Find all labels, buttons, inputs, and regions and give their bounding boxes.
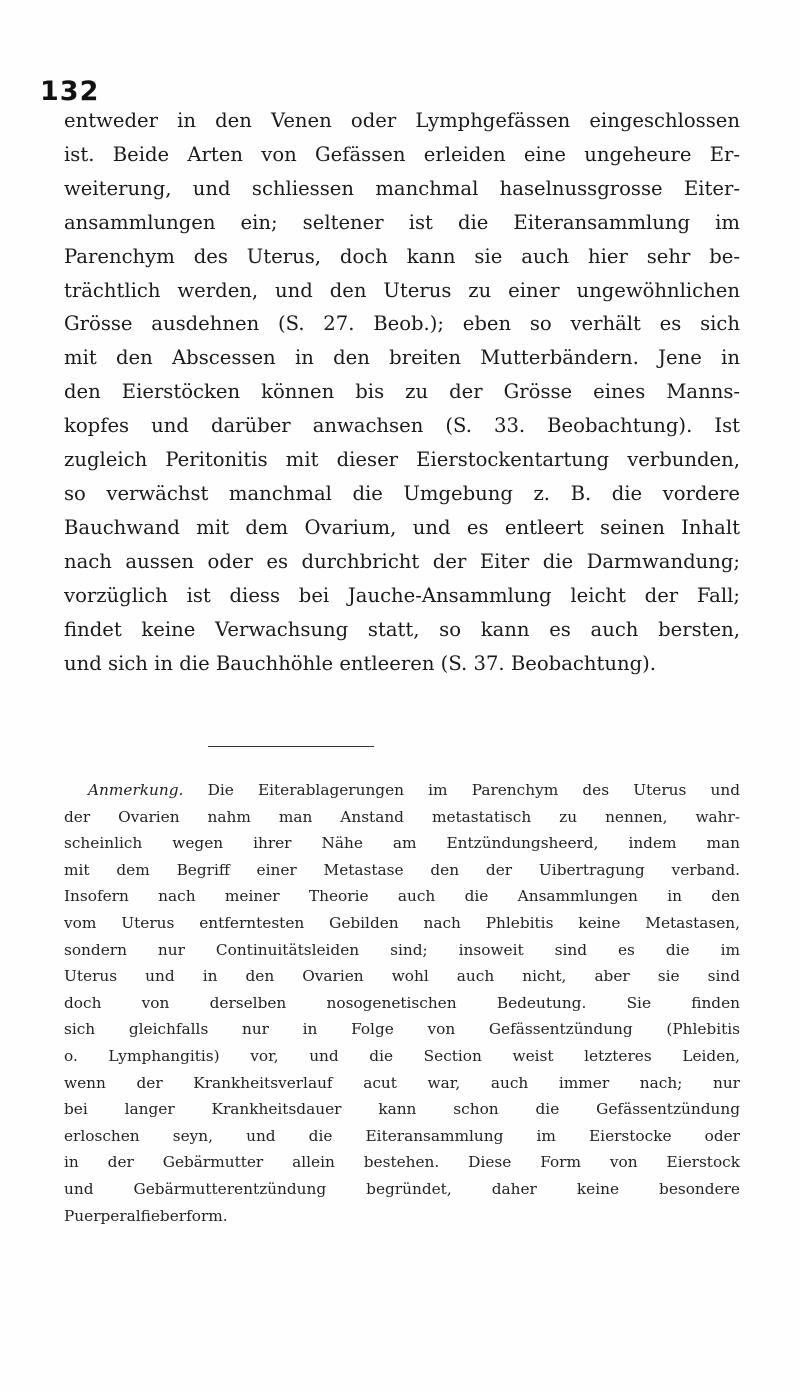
body-line: kopfes und darüber anwachsen (S. 33. Beobachtung). Ist	[64, 414, 740, 438]
body-text	[64, 104, 740, 680]
body-line: Grösse ausdehnen (S. 27. Beob.); eben so verhält es sich	[64, 312, 740, 336]
body-line: mit den Abscessen in den breiten Mutterbändern. Jene in	[64, 346, 740, 370]
body-line: so verwächst manchmal die Umgebung z. B. die vordere	[64, 481, 740, 505]
footnote-line: Insofern nach meiner Theorie auch die Ansammlungen in den	[64, 887, 740, 906]
body-line: ist. Beide Arten von Gefässen erleiden eine ungeheure Er-	[64, 142, 740, 166]
body-line: trächtlich werden, und den Uterus zu einer ungewöhnlichen	[64, 278, 740, 302]
page-number: 132	[40, 76, 100, 107]
footnote-line: sondern nur Continuitätsleiden sind; insoweit sind es die im	[64, 940, 740, 959]
footnote-line: in der Gebärmutter allein bestehen. Diese Form von Eierstock	[64, 1153, 740, 1172]
footnote-line: Uterus und in den Ovarien wohl auch nicht, aber sie sind	[64, 967, 740, 986]
body-line: vorzüglich ist diess bei Jauche-Ansammlung leicht der Fall;	[64, 583, 740, 607]
body-line: nach aussen oder es durchbricht der Eiter die Darmwandung;	[64, 549, 740, 573]
footnote-line: sich gleichfalls nur in Folge von Gefässentzündung (Phlebitis	[64, 1020, 740, 1039]
footnote	[64, 777, 740, 1229]
footnote-line: wenn der Krankheitsverlauf acut war, auch immer nach; nur	[64, 1073, 740, 1092]
footnote-line: scheinlich wegen ihrer Nähe am Entzündungsheerd, indem man	[64, 834, 740, 853]
footnote-line: der Ovarien nahm man Anstand metastatisch zu nennen, wahr-	[64, 807, 740, 826]
body-line: findet keine Verwachsung statt, so kann es auch bersten,	[64, 617, 740, 641]
footnote-line: mit dem Begriff einer Metastase den der Uibertragung verband.	[64, 860, 740, 879]
body-line: den Eierstöcken können bis zu der Grösse eines Manns-	[64, 380, 740, 404]
footnote-line: Puerperalfieberform.	[64, 1206, 228, 1225]
footnote-line: bei langer Krankheitsdauer kann schon die Gefässentzündung	[64, 1100, 740, 1119]
body-line: Parenchym des Uterus, doch kann sie auch hier sehr be-	[64, 244, 740, 268]
footnote-line: vom Uterus entferntesten Gebilden nach Phlebitis keine Metastasen,	[64, 913, 740, 932]
footnote-line: erloschen seyn, und die Eiteransammlung im Eierstocke oder	[64, 1126, 740, 1145]
footnote-first-line	[64, 777, 740, 804]
body-line: ansammlungen ein; seltener ist die Eiteransammlung im	[64, 210, 740, 234]
footnote-line: Die Eiterablagerungen im Parenchym des Uterus und	[207, 781, 740, 799]
footnote-line: doch von derselben nosogenetischen Bedeutung. Sie finden	[64, 993, 740, 1012]
footnote-line: und Gebärmutterentzündung begründet, daher keine besondere	[64, 1179, 740, 1198]
footnote-line: o. Lymphangitis) vor, und die Section weist letzteres Leiden,	[64, 1046, 740, 1065]
body-line: weiterung, und schliessen manchmal haselnussgrosse Eiter-	[64, 176, 740, 200]
body-line: Bauchwand mit dem Ovarium, und es entleert seinen Inhalt	[64, 515, 740, 539]
body-line: zugleich Peritonitis mit dieser Eierstockentartung verbunden,	[64, 448, 740, 472]
footnote-label: Anmerkung.	[88, 781, 184, 799]
body-line: entweder in den Venen oder Lymphgefässen eingeschlossen	[64, 109, 740, 132]
footnote-separator	[208, 746, 374, 747]
body-line: und sich in die Bauchhöhle entleeren (S. 37. Beobachtung).	[64, 651, 657, 675]
